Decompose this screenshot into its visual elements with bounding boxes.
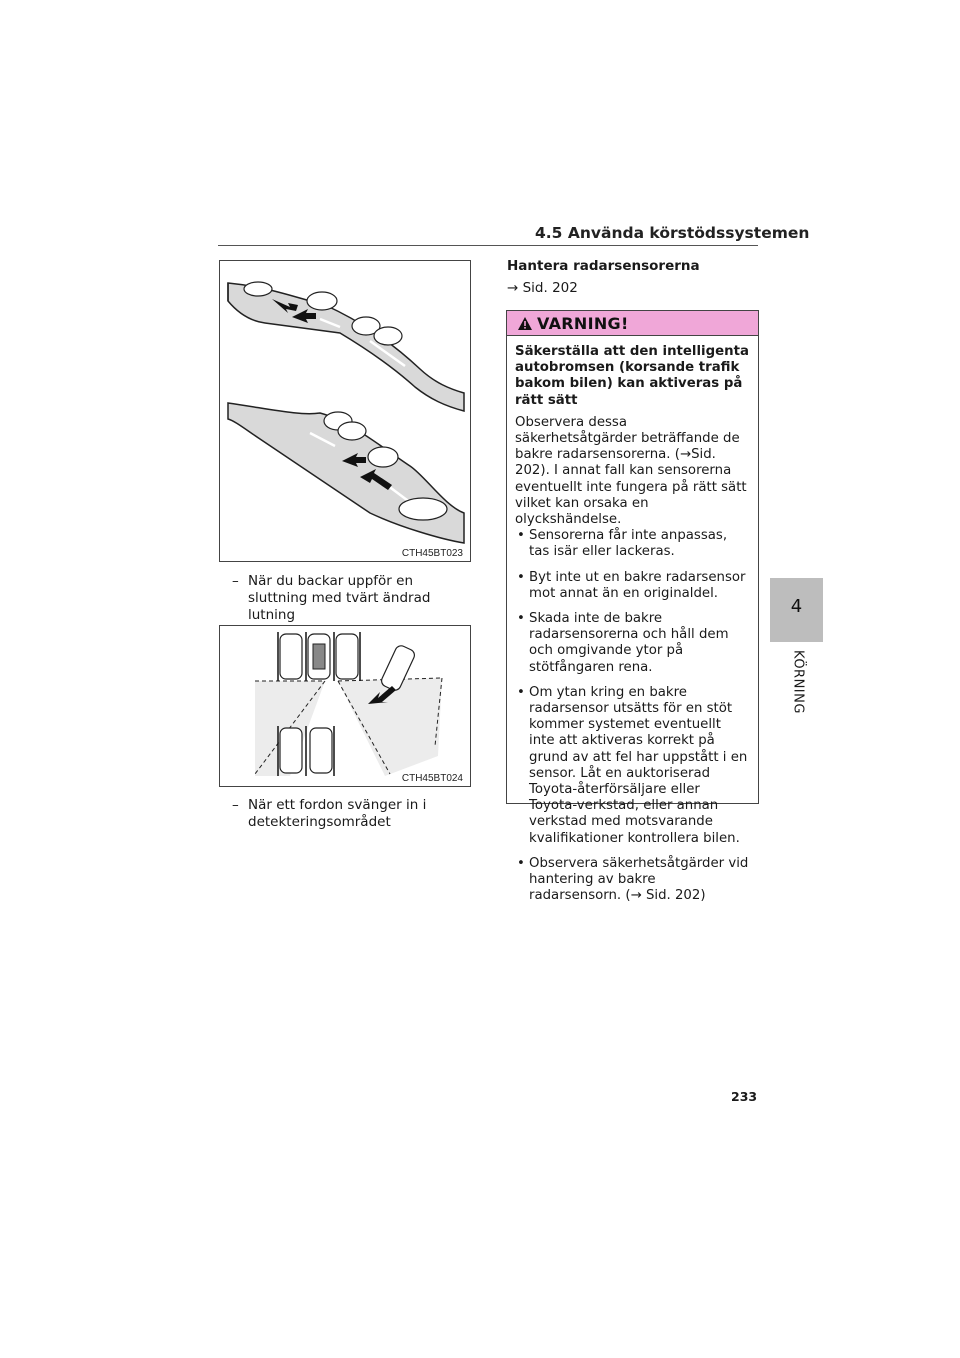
list-item-text: Observera säkerhetsåtgärder vid hantering av bakre radarsensorn. (→ Sid. 202)	[529, 855, 749, 904]
bullet: •	[517, 569, 525, 585]
page-number: 233	[731, 1089, 758, 1104]
warning-intro: Observera dessa säkerhetsåtgärder beträffande de bakre radarsensorerna. (→Sid. 202). I annat fall kan sensorerna eventuellt inte fungera på rätt sätt vilket kan orsaka en olyckshändelse.	[515, 414, 747, 528]
list-item-text: Sensorerna får inte anpassas, tas isär eller lackeras.	[529, 528, 728, 560]
figure-code: CTH45BT023	[401, 548, 463, 559]
bullet: •	[517, 528, 525, 544]
caption-text: När ett fordon svänger in i detekteringsområdet	[248, 797, 427, 830]
list-item-text: Om ytan kring en bakre radarsensor utsätts för en stöt kommer systemet eventuellt inte att aktiveras korrekt på grund av att fel har uppstått i en sensor. Låt en auktoriserad Toyota-återförsäljare eller Toyota-verkstad, eller annan verkstad med motsvarande kvalifikationer kontrollera bilen.	[529, 684, 748, 846]
list-item	[515, 685, 750, 847]
chapter-label-container	[770, 650, 823, 714]
caption-text: När du backar uppför en sluttning med tvärt ändrad lutning	[248, 573, 431, 623]
list-item	[515, 856, 750, 905]
slope-illustration	[220, 261, 470, 561]
bullet: •	[517, 855, 525, 871]
warning-header	[507, 311, 758, 336]
subheading: Hantera radarsensorerna	[507, 258, 700, 274]
list-item-text: Skada inte de bakre radarsensorerna och håll dem och omgivande ytor på stötfångaren rena.	[529, 611, 729, 675]
caption-dash: –	[232, 797, 239, 813]
caption-dash: –	[232, 573, 239, 589]
header-rule	[218, 245, 758, 246]
warning-body	[507, 336, 758, 905]
warning-triangle-icon	[517, 316, 533, 331]
parking-illustration	[220, 626, 470, 786]
figure-caption	[232, 797, 472, 831]
list-item	[515, 528, 750, 560]
chapter-label: KÖRNING	[790, 650, 806, 714]
list-item-text: Byt inte ut en bakre radarsensor mot annat än en originaldel.	[529, 569, 746, 601]
figure-code: CTH45BT024	[401, 773, 463, 784]
bullet: •	[517, 611, 525, 627]
warning-heading: Säkerställa att den intelligenta autobromsen (korsande trafik bakom bilen) kan aktiveras på rätt sätt	[515, 344, 749, 408]
figure-slope	[219, 260, 471, 562]
list-item	[515, 611, 750, 676]
bullet: •	[517, 684, 525, 700]
warning-list	[515, 528, 750, 904]
figure-parking	[219, 625, 471, 787]
page-reference: → Sid. 202	[507, 280, 578, 296]
section-header: 4.5 Använda körstödssystemen	[535, 224, 810, 242]
chapter-tab	[770, 578, 823, 642]
figure-caption	[232, 573, 472, 624]
list-item	[515, 570, 750, 602]
warning-box	[506, 310, 759, 904]
warning-title: VARNING!	[537, 313, 629, 333]
chapter-number: 4	[790, 596, 803, 617]
